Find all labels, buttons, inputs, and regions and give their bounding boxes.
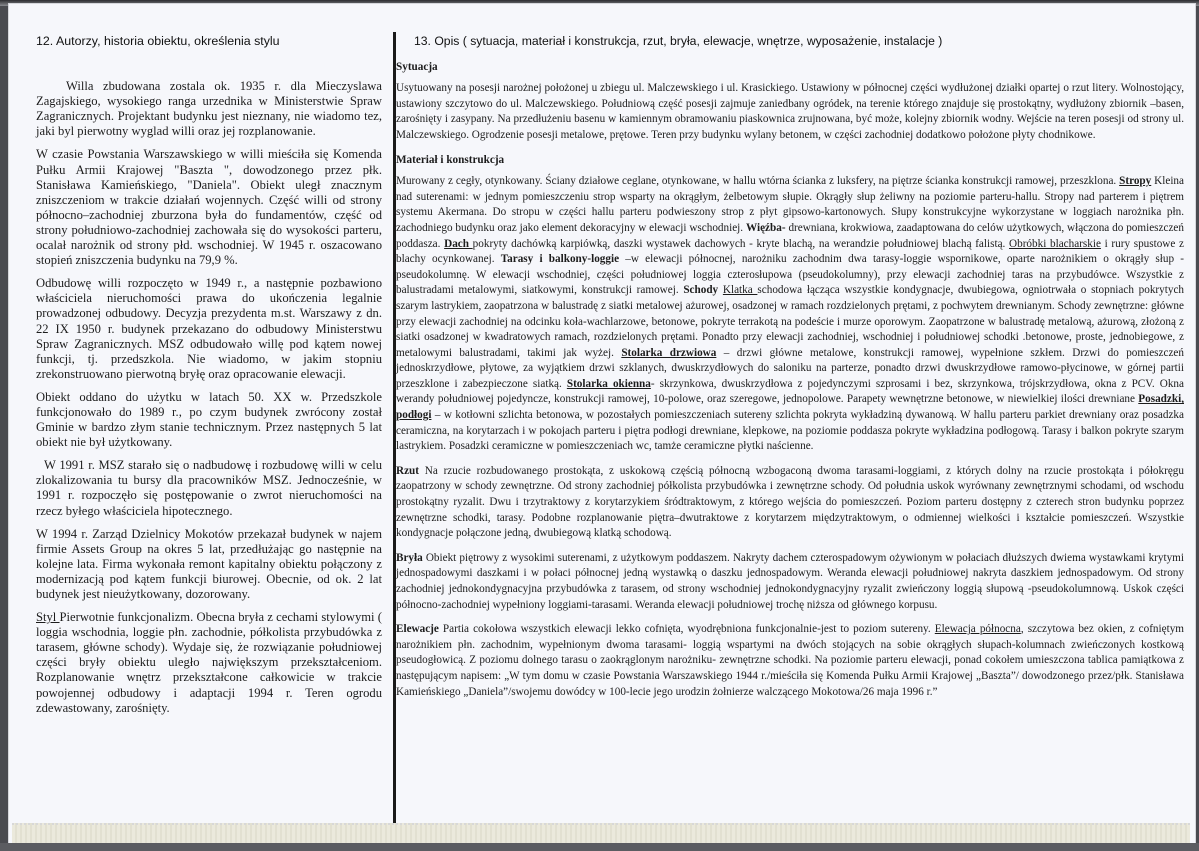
bryla-label: Bryła	[396, 551, 423, 564]
history-paragraph: Odbudowę willi rozpoczęto w 1949 r., a następnie pozbawiono właściciela nieruchomości prawa do ukończenia legalnie prowadzonej odbudowy. Decyzja prezydenta m.st. Warszawy z dn. 22 IX 1950 r. budynek przekazano do odbudowy Ministerstwu Spraw Zagranicznych. MSZ odbudowało willę pod kątem nowej funkcji, tj. przedszkola. Nie wiadomo, w jakim stopniu zrekonstruowano pierwotną bryłę oraz opracowanie elewacji.	[36, 276, 382, 381]
material-term: Więźba-	[745, 221, 786, 234]
material-term: Dach	[444, 237, 473, 250]
style-text: Pierwotnie funkcjonalizm. Obecna bryła z cechami stylowymi ( loggia wschodnia, loggie płn. zachodnie, półkolista przybudówka z tarasem, główne schody). Wydaje się, że rozwiązanie południowej części bryły obiektu uległo największym przekształceniom. Rozplanowanie wnętrz przekształcone całkowicie w trakcie powojennej odbudowy i adaptacji 1994 r. Teren ogrodu zdewastowany, zarośnięty.	[36, 610, 382, 715]
material-term: Posadzki, podłogi	[396, 393, 1184, 422]
history-column	[36, 34, 382, 724]
rzut-paragraph	[396, 464, 1184, 542]
material-heading: Materiał i konstrukcja	[396, 153, 505, 166]
elewacje-text-a: Partia cokołowa wszystkich elewacji lekko cofnięta, wyodrębniona funkcjonalnie-jest to poziom sutereny.	[438, 623, 935, 636]
material-run: pokryty dachówką karpiówką, daszki wystawek dachowych - kryte blachą, na werandzie południowej blachą falistą.	[472, 237, 1010, 250]
sytuacja-text: Usytuowany na posesji narożnej położonej u zbiegu ul. Malczewskiego i ul. Krasickiego. Ustawiony w północnej części wydłużonej działki opartej o rzut litery. Wolnostojący, ustawiony szczytowo do ul. Malczewskiego. Południową część posesji zajmuje zaniedbany ogródek, na terenie którego znajduje się prostokątny, wydłużony zbiornik –basen, zarośnięty i zasypany. Na przedłużeniu basenu w kamiennym obramowaniu piaskownica zrujnowana, być może, kolejny zbiornik wodny. Wejście na teren posesji od strony ul. Malczewskiego. Ogrodzenie posesji metalowe, prętowe. Teren przy budynku wylany betonem, w części zachodniej dodatkowo położone płyty chodnikowe.	[396, 82, 1184, 141]
material-term: Schody	[683, 284, 719, 297]
style-label: Styl	[36, 610, 60, 625]
material-term: Stropy	[1119, 175, 1152, 188]
description-column	[396, 34, 1184, 709]
material-run: Kleina nad suterenami: w jednym pomieszczeniu strop wsparty na okrągłym, żelbetowym słupie. Okrągły słup żeliwny na poziomie parteru-hallu. Stropy nad parterem i piętrem systemu Akermana. Do stropu w części hallu parteru podwieszony strop z płyt gipsowo-kartonowych. Słupy konstrukcyjne wykorzystane w loggiach narożnika płn. zachodniego budynku oraz jako element dekoracyjny w elewacji wschodniej.	[396, 175, 1184, 234]
elewacja-polnocna-label: Elewacja północna	[934, 623, 1021, 636]
material-term: Tarasy i balkony-loggie	[500, 253, 620, 266]
bryla-text: Obiekt piętrowy z wysokimi suterenami, z użytkowym poddaszem. Nakryty dachem czterospadowym ożywionym w połaciach dłuższych dwiema wystawkami krytymi jednospadowymi daszkami i w połaci północnej jedną wystawką o daszku jednospadowym. Weranda elewacji południowej nakryta daszkiem jednospadowym. Od strony zachodniej jednokondygnacyjna przybudówka z tarasem, od strony wschodniej jednokondygnacyjny ryzalit zwieńczony loggią słupową -pseudokolumnową. Uskok części północno-zachodniej wypełniony loggiami-tarasami. Weranda elewacji południowej trochę niższa od głównego korpusu.	[396, 551, 1184, 611]
material-run: - skrzynkowa, dwuskrzydłowa z pojedynczymi szprosami i bez, skrzynkowa, trójskrzydłowa, okna z PCV. Okna werandy południowej pojedyncze, konstrukcji ramowej, 10-polowe, oraz szeregowe, jednopolowe. Parapety wewnętrzne betonowe, w niewielkiej ilości drewniane	[396, 377, 1184, 406]
elewacje-text-b: , szczytowa bez okien, z cofniętym narożnikiem płn. zachodnim, wypełnionym dwoma tarasami- loggią wspartymi na dwóch stojących na sobie okrągłych słupach-kolumnach zwieńczonych kostkową pseudogłowicą. Z poziomu dolnego tarasu o zaokrąglonym narożniku- zewnętrzne schodki. Na poziomie parteru elewacji, ponad cokołem umieszczona tablica pamiątkowa z następującym napisem: „W tym domu w czasie Powstania Warszawskiego 1944 r./mieściła się Komenda Pułku Armii Krajowej „Baszta”/ dowodzonego przez/płk. Stanisława Kamieńskiego „Daniela”/swojemu dowódcy w 100-lecie jego urodzin żołnierze walczącego Mokotowa/26 maja 1996 r.”	[396, 623, 1185, 698]
material-term: Stolarka okienna	[566, 377, 651, 390]
material-run: schodowa łącząca wszystkie kondygnacje, dwubiegowa, ogniotrwała o stopniach pokrytych szarym lastrykiem, zaopatrzona w balustradę z siatki metalowej ażurowej, osadzonej w ramach rozdzielonych prętami, z pochwytem drewnianym. Schody zewnętrzne: główne przy elewacji zachodniej na odcinku koła-wachlarzowe, betonowe, pokryte terrakotą na podeście i murze oporowym. Zaopatrzone w balustradę metalową, ażurową, złożoną z siatki osadzonej w kwadratowych ramach, rozdzielonych prętami. Ponadto przy elewacji zachodniej, wschodniej i południowej schodki .betonowe, proste, jednobiegowe, z metalowymi balustradami, takimi jak wyżej.	[396, 284, 1185, 359]
material-run: –w elewacji północnej, narożniku zachodnim dwa tarasy-loggie wspornikowe, oparte narożnikiem o okrągły słup - pseudokolumnę. W elewacji wschodniej, części południowej loggia czterosłupowa (pseudokolumny), przy elewacji zachodniej taras na przybudówce. Wszystkie z balustradami metalowymi, siatkowymi, konstrukcji ramowej.	[396, 253, 1185, 297]
material-text	[396, 174, 1184, 455]
material-run: i rury spustowe z blachy ocynkowanej.	[396, 237, 1184, 266]
section-12-header: 12. Autorzy, historia obiektu, określenia stylu	[36, 34, 280, 48]
history-paragraph: W 1991 r. MSZ starało się o nadbudowę i rozbudowę willi w celu zlokalizowania tu bursy dla pracowników MSZ. Jednocześnie, w 1991 r. rozpoczęło się postępowanie o zwrot nieruchomości na rzecz byłego właściciela hipotecznego.	[36, 458, 382, 518]
material-run: – w kotłowni szlichta betonowa, w pozostałych pomieszczeniach sutereny szlichta pokryta wykładziną dywanową. W hallu parteru parkiet drewniany oraz posadzka ceramiczna, na korytarzach i w pokojach parteru i piętra podłogi drewniane, klepkowe, na poziomie poddasza pokryte wykładzina podłogową. Tarasy i balkon pokryte szarym lastrykiem. Posadzki ceramiczne w pomieszczeniach wc, tamże ceramiczne płytki naścienne.	[396, 409, 1184, 453]
elewacje-paragraph	[396, 622, 1184, 700]
history-paragraph: W 1994 r. Zarząd Dzielnicy Mokotów przekazał budynek w najem firmie Assets Group na okres 5 lat, przedłużając go następnie na kolejne lata. Firma wykonała remont kapitalny obiektu połączony z modernizacją pod kątem funkcji biurowej. Obecnie, od ok. 2 lat budynek jest nieużytkowany, dozorowany.	[36, 526, 382, 601]
section-13-header: 13. Opis ( sytuacja, materiał i konstrukcja, rzut, bryła, elewacje, wnętrze, wyposażenie, instalacje )	[414, 34, 943, 48]
rzut-text: Na rzucie rozbudowanego prostokąta, z uskokową częścią północną wzbogaconą dwoma tarasami-loggiami, z których dolny na rzucie prostokąta i półokręgu zaopatrzony w schody zewnętrzne. Od strony zachodniej półkolista przybudówka i zewnętrzne schody. Od południa uskok wyrównany zewnętrznymi schodami, od wschodu prostokątny ryzalit. Dwu i trzytraktowy z korytarzykiem śródtraktowym, z którego wejścia do pomieszczeń. Poziom parteru dostępny z czterech stron budynku poprzez zewnętrzne schodki, tarasy. Podobne rozplanowanie piętra–dwutraktowe z korytarzem międzytraktowym, o odmiennej wielkości i kształcie pomieszczeń. Wszystkie kondygnacje połączone jedną, dwubiegową klatką schodową.	[396, 464, 1184, 540]
history-paragraph: Obiekt oddano do użytku w latach 50. XX w. Przedszkole funkcjonowało do 1989 r., po czym budynek zwrócony został Gminie w bardzo złym stanie technicznym. Przez następnych 5 lat obiekt nie był użytkowany.	[36, 389, 382, 450]
scan-bottom-shadow	[0, 843, 1199, 851]
material-term: Obróbki blacharskie	[1009, 237, 1101, 250]
bryla-paragraph	[396, 551, 1184, 613]
rzut-label: Rzut	[396, 464, 419, 477]
history-paragraph: Willa zbudowana zostala ok. 1935 r. dla Mieczyslawa Zagajskiego, wysokiego ranga urzednika w Ministerstwie Spraw Zagranicznych. Projektant budynku jest nieznany, nie wiadomo tez, jaki byl pierwotny wyglad willi oraz jej rozplanowanie.	[36, 79, 382, 139]
scan-bottom-edge	[12, 823, 1190, 845]
material-run: – drzwi główne metalowe, konstrukcji ramowej, wypełnione szkłem. Drzwi do pomieszczeń jednoskrzydłowe, płytowe, za wyjątkiem drzwi szklanych, dwuskrzydłowych do saloniku na parterze, ponadto drzwi dwuskrzydłowe ramowo-płycinowe, w górnej partii przeszklone i zabezpieczone siatką.	[396, 346, 1184, 390]
sytuacja-heading: Sytuacja	[396, 60, 438, 73]
style-paragraph	[36, 610, 382, 716]
material-term: Klatka	[722, 284, 758, 297]
material-run: drewniana, krokwiowa, zaadaptowana do celów użytkowych, włączona do pomieszczeń poddasza.	[396, 221, 1184, 250]
material-run: Murowany z cegły, otynkowany. Ściany działowe ceglane, otynkowane, w hallu wtórna ścianka z luksfery, na piętrze ścianka konstrukcji ramowej, przeszklona.	[396, 175, 1120, 188]
elewacje-label: Elewacje	[396, 623, 439, 636]
material-term: Stolarka drzwiowa	[621, 346, 717, 359]
history-paragraph: W czasie Powstania Warszawskiego w willi mieściła się Komenda Pułku Armii Krajowej "Baszta ", dowodzonego przez płk. Stanisława Kamieńskiego, "Daniela". Obiekt uległ znacznym zniszczeniom w trakcie działań wojennych. Część willi od strony północno–zachodniej zburzona była do fundamentów, część od strony południowo-zachodniej zachowała się do wysokości parteru, ocalał narożnik od strony płd. wschodniej. W 1945 r. oszacowano stopień zniszczenia budynku na 79,9 %.	[36, 147, 382, 268]
